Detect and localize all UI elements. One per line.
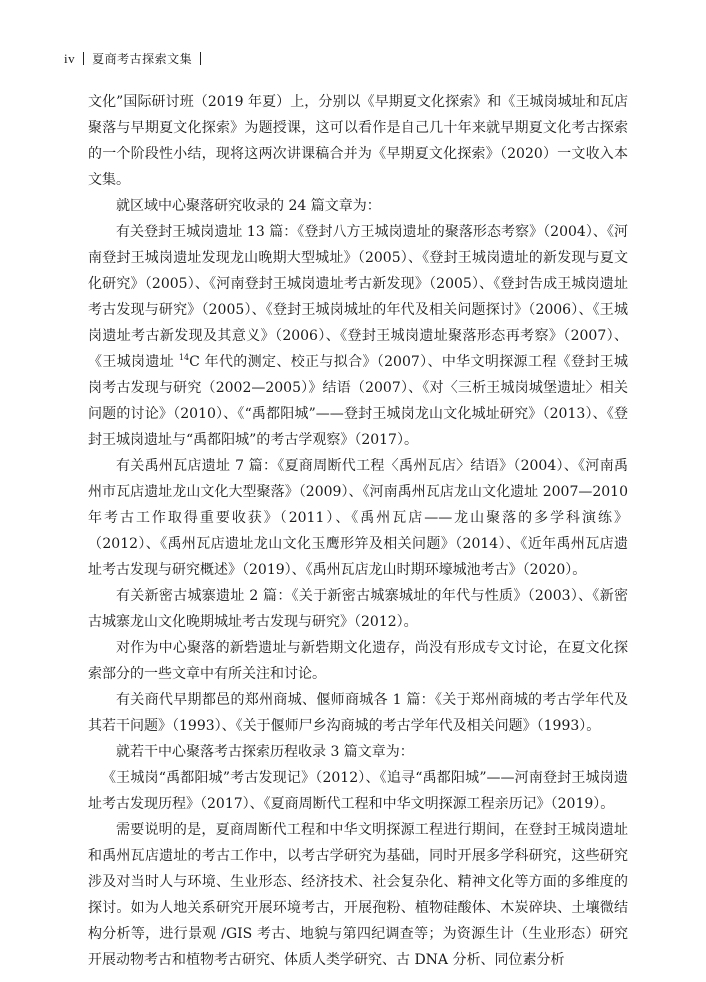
- paragraph-xinzhai: 对作为中心聚落的新砦遗址与新砦期文化遗存，尚没有形成专文讨论，在夏文化探索部分的一些文章中有所关注和讨论。: [88, 640, 628, 682]
- paragraph-shang-capitals: 有关商代早期都邑的郑州商城、偃师商城各 1 篇：《关于郑州商城的考古学年代及其若干问题》（1993）、《关于偃师尸乡沟商城的考古学年代及相关问题》（1993）。: [88, 692, 628, 734]
- isotope-superscript: 14: [178, 353, 190, 362]
- page-number: iv: [64, 50, 76, 66]
- running-header: [64, 50, 209, 67]
- paragraph-history-intro: 就若干中心聚落考古探索历程收录 3 篇文章为：: [116, 744, 414, 760]
- paragraph-note: 需要说明的是，夏商周断代工程和中华文明探源工程进行期间，在登封王城岗遗址和禹州瓦店遗址的考古工作中，以考古学研究为基础，同时开展多学科研究，这些研究涉及对当时人与环境、生业形态、经济技术、社会复杂化、精神文化等方面的多维度的探讨。如为人地关系研究开展环境考古，开展孢粉、植物硅酸体、木炭碎块、土壤微结构分析等，进行景观 /GIS 考古、地貌与第四纪调查等；为资源生计（生业形态）研究开展动物考古和植物考古研究、体质人类学研究、古 DNA 分析、同位素分析: [88, 822, 628, 968]
- book-title: 夏商考古探索文集: [92, 52, 193, 66]
- paragraph-wangchenggang: [88, 219, 628, 453]
- paragraph-guchengzhai: 有关新密古城寨遗址 2 篇：《关于新密古城寨城址的年代与性质》（2003）、《新密古城寨龙山文化晚期城址考古发现与研究》（2012）。: [88, 588, 628, 630]
- header-divider: [83, 52, 84, 65]
- paragraph-section-intro: 就区域中心聚落研究收录的 24 篇文章为：: [116, 198, 381, 214]
- paragraph-wadian: 有关禹州瓦店遗址 7 篇：《夏商周断代工程〈禹州瓦店〉结语》（2004）、《河南禹州市瓦店遗址龙山文化大型聚落》（2009）、《河南禹州瓦店龙山文化遗址 2007—2010 年考古工作取得重要收获》（2011）、《禹州瓦店——龙山聚落的多学科演练》（2012）、《禹州瓦店遗址龙山文化玉鹰形笄及相关问题》（2014）、《近年禹州瓦店遗址考古发现与研究概述》（2019）、《禹州瓦店龙山时期环壕城池考古》（2020）。: [88, 458, 628, 578]
- paragraph-history-list: 《王城岗“禹都阳城”考古发现记》（2012）、《追寻“禹都阳城”——河南登封王城岗遗址考古发现历程》（2017）、《夏商周断代工程和中华文明探源工程亲历记》（2019）。: [88, 770, 628, 812]
- wangchenggang-text-part2: C 年代的测定、校正与拟合》（2007）、中华文明探源工程《登封王城岗考古发现与研究（2002—2005）》结语（2007）、《对〈三析王城岗城堡遗址〉相关问题的讨论》（2010）、《“禹都阳城”——登封王城岗龙山文化城址研究》（2013）、《登封王城岗遗址与“禹都阳城”的考古学观察》（2017）。: [88, 354, 629, 448]
- header-divider-end: [200, 52, 201, 65]
- wangchenggang-text-part1: 有关登封王城岗遗址 13 篇：《登封八方王城岗遗址的聚落形态考察》（2004）、《河南登封王城岗遗址发现龙山晚期大型城址》（2005）、《登封王城岗遗址的新发现与夏文化研究》（2005）、《河南登封王城岗遗址考古新发现》（2005）、《登封告成王城岗遗址考古发现与研究》（2005）、《登封王城岗城址的年代及相关问题探讨》（2006）、《王城岗遗址考古新发现及其意义》（2006）、《登封王城岗遗址聚落形态再考察》（2007）、《王城岗遗址: [88, 224, 628, 370]
- page-body: [88, 89, 628, 973]
- paragraph-continued: 文化”国际研讨班（2019 年夏）上，分别以《早期夏文化探索》和《王城岗城址和瓦店聚落与早期夏文化探索》为题授课，这可以看作是自己几十年来就早期夏文化考古探索的一个阶段性小结，现将这两次讲课稿合并为《早期夏文化探索》（2020）一文收入本文集。: [88, 94, 628, 188]
